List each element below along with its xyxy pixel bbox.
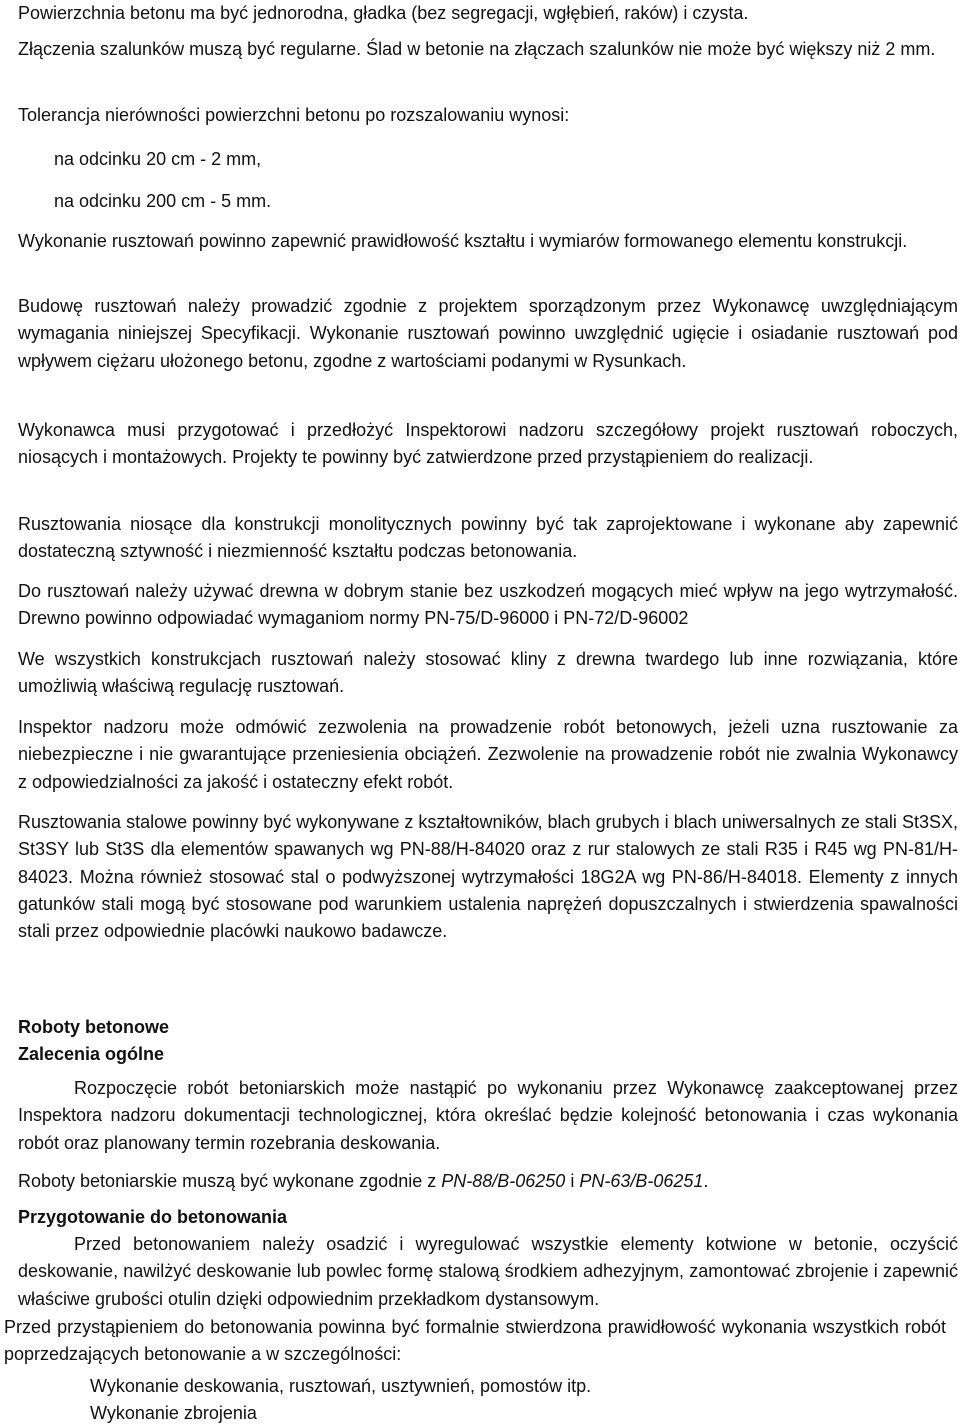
list-item: Wykonanie zbrojenia <box>90 1403 257 1423</box>
subheading-general-recommendations: Zalecenia ogólne <box>18 1044 165 1064</box>
list-item: Wykonanie deskowania, rusztowań, usztywnień, pomostów itp. <box>90 1376 592 1396</box>
tolerance-item-20cm: na odcinku 20 cm - 2 mm, <box>54 149 262 169</box>
paragraph-before-concreting: Przed przystąpieniem do betonowania powinna być formalnie stwierdzona prawidłowość wykonania wszystkich robót poprzedzających betonowanie a w szczególności: <box>4 1317 946 1365</box>
paragraph-load-bearing-scaffolding: Rusztowania niosące dla konstrukcji monolitycznych powinny być tak zaprojektowane i wykonane aby zapewnić dostateczną sztywność i niezmienność kształtu podczas betonowania. <box>18 514 958 562</box>
paragraph-standards: Roboty betoniarskie muszą być wykonane zgodnie z PN-88/B-06250 i PN-63/B-06251. <box>18 1171 709 1191</box>
norm-reference-2: PN-63/B-06251 <box>579 1171 704 1191</box>
paragraph-inspector-refusal: Inspektor nadzoru może odmówić zezwolenia na prowadzenie robót betonowych, jeżeli uzna rusztowanie za niebezpieczne i nie gwarantujące przeniesienia obciążeń. Zezwolenie na prowadzenie robót nie zwalnia Wykonawcy z odpowiedzialności za jakość i ostateczny efekt robót. <box>18 717 958 792</box>
paragraph-scaffolding-shape: Wykonanie rusztowań powinno zapewnić prawidłowość kształtu i wymiarów formowanego elementu konstrukcji. <box>18 231 908 251</box>
tolerance-item-200cm: na odcinku 200 cm - 5 mm. <box>54 191 272 211</box>
paragraph-surface-quality: Powierzchnia betonu ma być jednorodna, gładka (bez segregacji, wgłębień, raków) i czysta. <box>18 3 749 23</box>
norm-reference-1: PN-88/B-06250 <box>441 1171 566 1191</box>
section-heading-concrete-works: Roboty betonowe <box>18 1017 169 1037</box>
paragraph-scaffolding-project: Wykonawca musi przygotować i przedłożyć Inspektorowi nadzoru szczegółowy projekt rusztowań roboczych, niosących i montażowych. Projekty te powinny być zatwierdzone przed przystąpieniem do realizacji. <box>18 420 958 468</box>
paragraph-preparation: Przed betonowaniem należy osadzić i wyregulować wszystkie elementy kotwione w betonie, oczyścić deskowanie, nawilżyć deskowanie lub powlec formę stalową środkiem adhezyjnym, zamontować zbrojenie i zapewnić właściwe grubości otulin dzięki odpowiednim przekładkom dystansowym. <box>18 1234 958 1309</box>
paragraph-start-of-works: Rozpoczęcie robót betoniarskich może nastąpić po wykonaniu przez Wykonawcę zaakceptowanej przez Inspektora nadzoru dokumentacji technologicznej, która określać będzie kolejność betonowania i czas wykonania robót oraz planowany termin rozebrania deskowania. <box>18 1078 958 1153</box>
paragraph-scaffolding-construction: Budowę rusztowań należy prowadzić zgodnie z projektem sporządzonym przez Wykonawcę uwzględniającym wymagania niniejszej Specyfikacji. Wykonanie rusztowań powinno uwzględnić ugięcie i osiadanie rusztowań pod wpływem ciężaru ułożonego betonu, zgodne z wartościami podanymi w Rysunkach. <box>18 296 958 371</box>
paragraph-wood-requirements: Do rusztowań należy używać drewna w dobrym stanie bez uszkodzeń mogących mieć wpływ na jego wytrzymałość. Drewno powinno odpowiadać wymaganiom normy PN-75/D-96000 i PN-72/D-96002 <box>18 581 958 629</box>
paragraph-steel-scaffolding: Rusztowania stalowe powinny być wykonywane z kształtowników, blach grubych i blach uniwersalnych ze stali St3SX, St3SY lub St3S dla elementów spawanych wg PN-88/H-84020 oraz z rur stalowych ze stali R35 i R45 wg PN-81/H-84023. Można również stosować stal o podwyższonej wytrzymałości 18G2A wg PN-86/H-84018. Elementy z innych gatunków stali mogą być stosowane pod warunkiem ustalenia naprężeń dopuszczalnych i stwierdzenia spawalności stali przez odpowiednie placówki naukowo badawcze. <box>18 812 958 942</box>
subheading-preparation: Przygotowanie do betonowania <box>18 1207 288 1227</box>
paragraph-tolerance: Tolerancja nierówności powierzchni betonu po rozszalowaniu wynosi: <box>18 105 570 125</box>
paragraph-wedges: We wszystkich konstrukcjach rusztowań należy stosować kliny z drewna twardego lub inne rozwiązania, które umożliwią właściwą regulację rusztowań. <box>18 649 958 697</box>
paragraph-formwork-joints: Złączenia szalunków muszą być regularne. Ślad w betonie na złączach szalunków nie może być większy niż 2 mm. <box>18 39 936 59</box>
